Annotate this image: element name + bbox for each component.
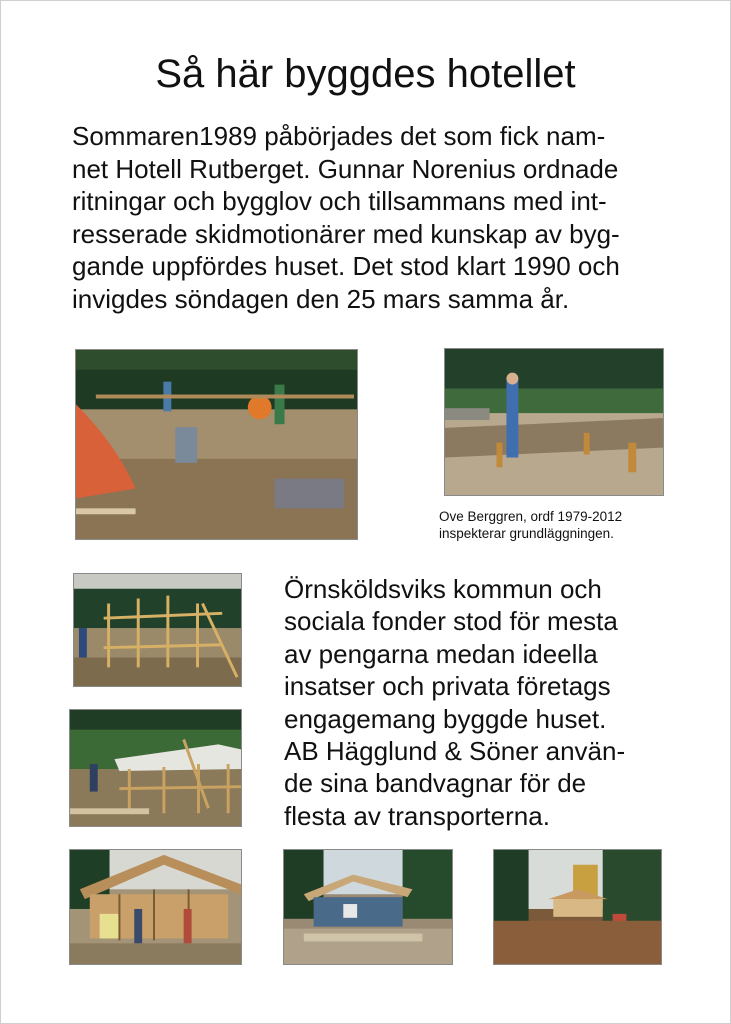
photo-foundation-inspection [444, 348, 664, 496]
intro-line: Sommaren1989 påbörjades det som fick nam- [72, 121, 606, 151]
funding-line: engagemang byggde huset. [284, 703, 607, 734]
photo-timber-frame [73, 573, 242, 687]
funding-line: AB Hägglund & Söner använ- [284, 736, 626, 767]
funding-line: sociala fonder stod för mesta [284, 606, 618, 637]
intro-line: net Hotell Rutberget. Gunnar Norenius ordnade [72, 153, 619, 184]
funding-line: Örnsköldsviks kommun och [284, 574, 602, 604]
funding-paragraph [284, 573, 704, 832]
funding-line: flesta av transporterna. [284, 800, 550, 831]
photo-roof-construction [69, 849, 242, 965]
photo-finished-hotel [493, 849, 662, 965]
funding-line: insatser och privata företags [284, 671, 611, 702]
caption-line: inspekterar grundläggningen. [439, 525, 614, 541]
funding-line: de sina bandvagnar för de [284, 768, 587, 799]
intro-line: resserade skidmotionärer med kunskap av byg- [72, 218, 620, 249]
photo-wall-raising [69, 709, 242, 827]
intro-line: invigdes söndagen den 25 mars samma år. [72, 283, 570, 314]
intro-paragraph [72, 120, 692, 316]
funding-line: av pengarna medan ideella [284, 638, 598, 669]
caption-line: Ove Berggren, ordf 1979-2012 [439, 509, 623, 524]
photo-construction-site [75, 349, 358, 540]
page-title: Så här byggdes hotellet [155, 52, 576, 96]
photo-house-finishing [283, 849, 453, 965]
intro-line: gande uppfördes huset. Det stod klart 1990 och [72, 251, 620, 282]
photo-caption [439, 509, 699, 542]
intro-line: ritningar och bygglov och tillsammans med int- [72, 186, 607, 217]
